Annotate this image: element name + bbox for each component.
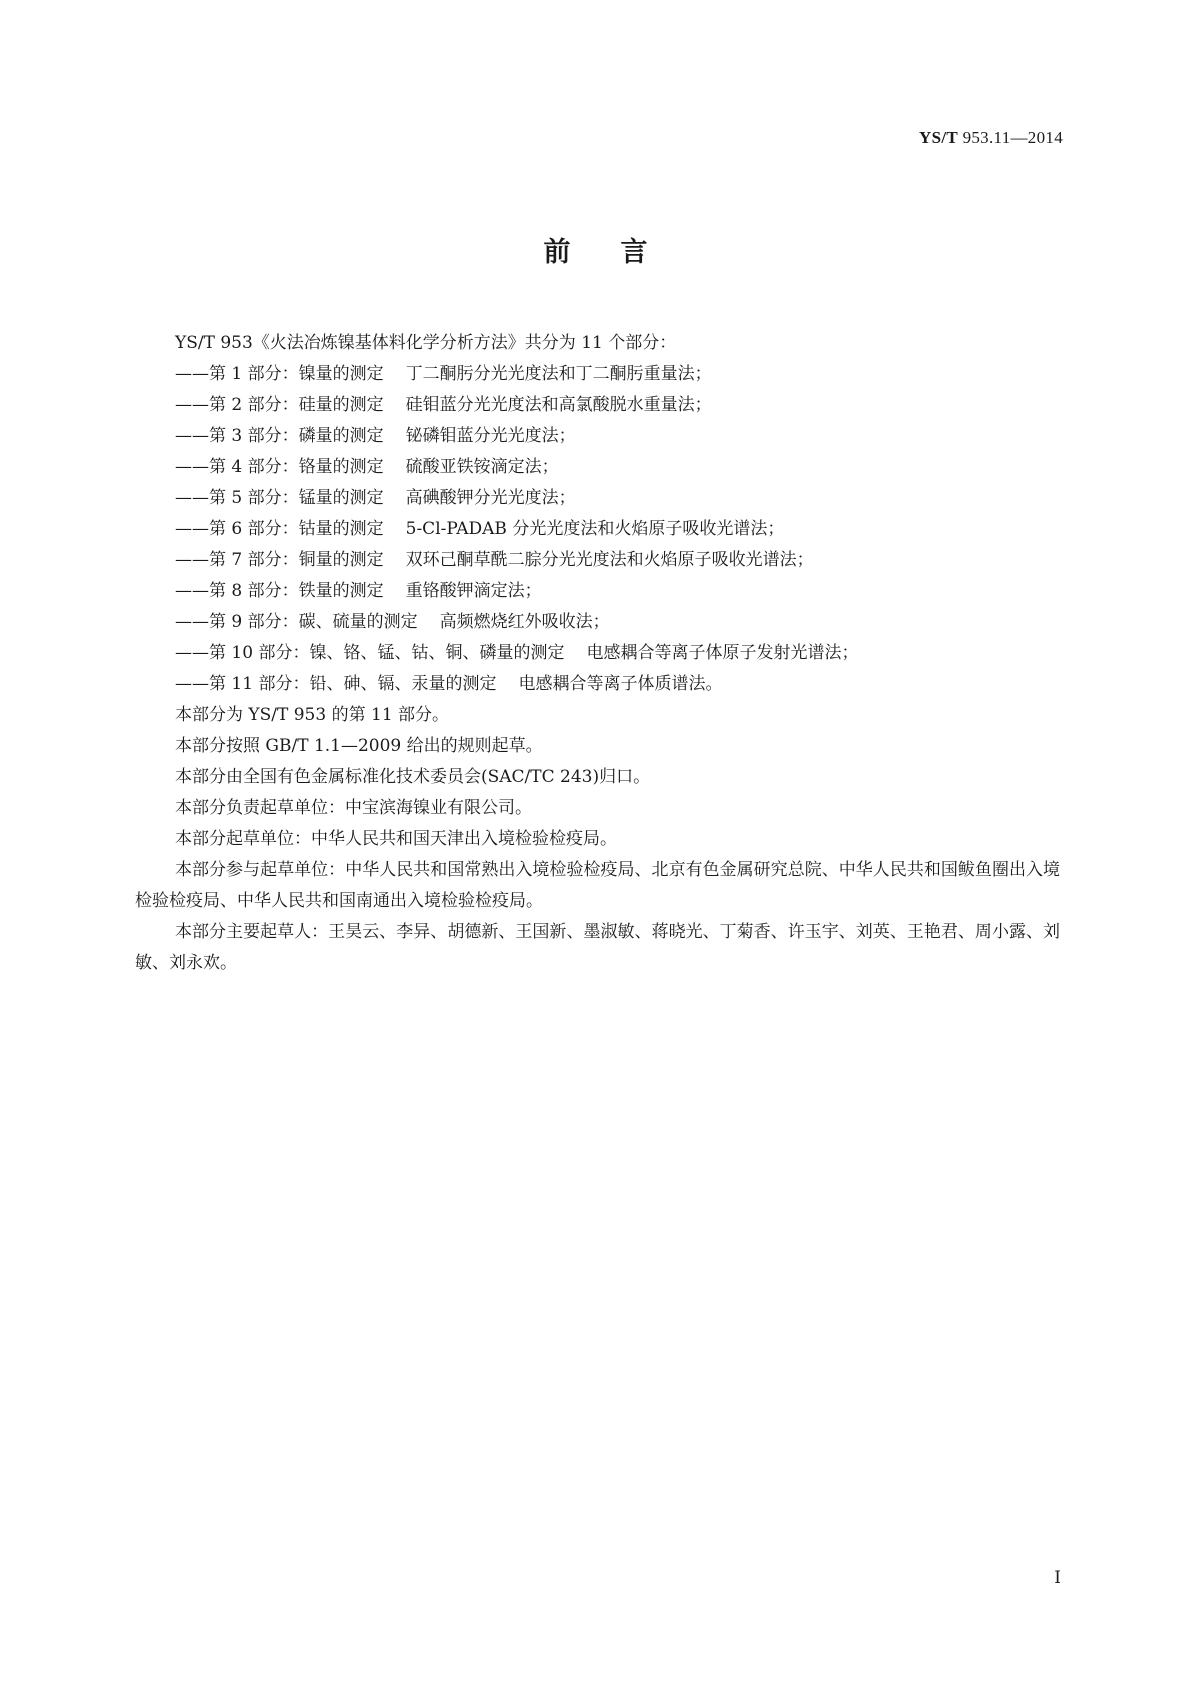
page-number: I (1054, 1568, 1061, 1588)
part-method: 双环己酮草酰二腙分光光度法和火焰原子吸收光谱法； (405, 550, 814, 570)
list-item (135, 669, 1060, 700)
part-label: ——第 11 部分：铅、砷、镉、汞量的测定 (175, 674, 497, 694)
part-method: 电感耦合等离子体原子发射光谱法； (586, 643, 859, 663)
part-method: 铋磷钼蓝分光光度法； (405, 426, 576, 446)
list-item (135, 359, 1060, 390)
list-item (135, 390, 1060, 421)
part-method: 丁二酮肟分光光度法和丁二酮肟重量法； (405, 364, 712, 384)
drafting-unit-statement: 本部分起草单位：中华人民共和国天津出入境检验检疫局。 (175, 829, 617, 849)
part-method: 电感耦合等离子体质谱法。 (518, 674, 723, 694)
parts-list (135, 359, 1060, 700)
part-label: ——第 2 部分：硅量的测定 (175, 395, 384, 415)
drafting-rules-statement: 本部分按照 GB/T 1.1—2009 给出的规则起草。 (175, 736, 543, 756)
part-method: 高频燃烧红外吸收法； (439, 612, 610, 632)
part-label: ——第 7 部分：铜量的测定 (175, 550, 384, 570)
list-item (135, 421, 1060, 452)
list-item (135, 452, 1060, 483)
part-label: ——第 3 部分：磷量的测定 (175, 426, 384, 446)
part-method: 5-Cl-PADAB 分光光度法和火焰原子吸收光谱法； (405, 519, 785, 539)
participating-units-statement: 本部分参与起草单位：中华人民共和国常熟出入境检验检疫局、北京有色金属研究总院、中华人民共和国鲅鱼圈出入境检验检疫局、中华人民共和国南通出入境检验检疫局。 (135, 860, 1060, 911)
part-method: 硫酸亚铁铵滴定法； (405, 457, 559, 477)
standard-prefix: YS/T (919, 128, 959, 147)
part-label: ——第 9 部分：碳、硫量的测定 (175, 612, 418, 632)
part-method: 硅钼蓝分光光度法和高氯酸脱水重量法； (405, 395, 712, 415)
list-item (135, 545, 1060, 576)
standard-code (919, 128, 1063, 148)
list-item (135, 514, 1060, 545)
drafters-statement: 本部分主要起草人：王昊云、李异、胡德新、王国新、墨淑敏、蒋晓光、丁菊香、许玉宇、刘英、王艳君、周小露、刘敏、刘永欢。 (135, 922, 1060, 973)
standard-number: 953.11—2014 (962, 128, 1063, 147)
list-item (135, 576, 1060, 607)
part-label: ——第 5 部分：锰量的测定 (175, 488, 384, 508)
page-title: 前言 (543, 237, 698, 268)
list-item (135, 483, 1060, 514)
part-number-statement: 本部分为 YS/T 953 的第 11 部分。 (175, 705, 450, 725)
part-label: ——第 8 部分：铁量的测定 (175, 581, 384, 601)
responsible-unit-statement: 本部分负责起草单位：中宝滨海镍业有限公司。 (175, 798, 532, 818)
intro-paragraph: YS/T 953《火法冶炼镍基体料化学分析方法》共分为 11 个部分： (175, 333, 677, 353)
committee-statement: 本部分由全国有色金属标准化技术委员会(SAC/TC 243)归口。 (175, 767, 651, 787)
list-item (135, 607, 1060, 638)
preface-body (135, 328, 1060, 979)
part-label: ——第 10 部分：镍、铬、锰、钴、铜、磷量的测定 (175, 643, 565, 663)
part-method: 高碘酸钾分光光度法； (405, 488, 576, 508)
part-label: ——第 1 部分：镍量的测定 (175, 364, 384, 384)
part-label: ——第 6 部分：钴量的测定 (175, 519, 384, 539)
list-item (135, 638, 1060, 669)
part-label: ——第 4 部分：铬量的测定 (175, 457, 384, 477)
part-method: 重铬酸钾滴定法； (405, 581, 542, 601)
